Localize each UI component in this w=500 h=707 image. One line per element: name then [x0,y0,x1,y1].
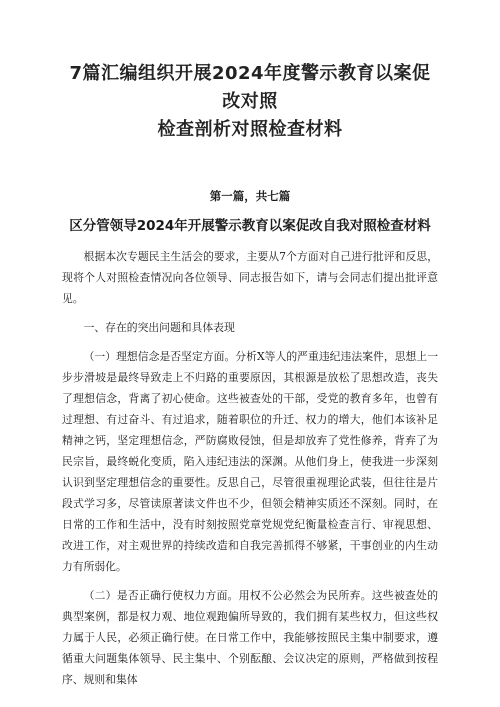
document-title [62,60,438,144]
chapter-label: 第一篇，共七篇 [209,189,291,203]
body-paragraph-1: （一）理想信念是否坚定方面。分析X等人的严重违纪违法案件，思想上一步步滑坡是最终导致走上不归路的重要原因，其根源是放松了思想改造，丧失了理想信念，背离了初心使命。这些被查处的干部，受党的教育多年，也曾有过理想、有过奋斗、有过追求，随着职位的升迁、权力的增大，他们本该补足精神之钙，坚定理想信念，严防腐败侵蚀，但是却放弃了党性修养，背弃了为民宗旨，最终蜕化变质，陷入违纪违法的深渊。从他们身上，使我进一步深刻认识到坚定理想信念的重要性。反思自己，尽管很重视理论武装，但往往是片段式学习多，尽管读原著读文件也不少，但领会精神实质还不深刻。同时，在日常的工作和生活中，没有时刻按照党章党规党纪衡量检查言行、审视思想、改进工作，对主观世界的持续改造和自我完善抓得不够紧，干事创业的内生动力有所弱化。 [62,350,438,573]
title-line-2: 检查剖析对照检查材料 [157,119,343,140]
title-line-1: 7篇汇编组织开展2024年度警示教育以案促改对照 [69,63,431,112]
body-paragraph-2: （二）是否正确行使权力方面。用权不公必然会为民所弃。这些被查处的典型案例，都是权力观、地位观跑偏所导致的，我们拥有某些权力，但这些权力属于人民，必须正确行使。在日常工作中，我能够按照民主集中制要求，遵循重大问题集体领导、民主集中、个别酝酿、会议决定的原则，严格做到按程序、规则和集体 [62,589,438,686]
intro-paragraph: 根据本次专题民主生活会的要求，主要从7个方面对自己进行批评和反思，现将个人对照检查情况向各位领导、同志报告如下，请与会同志们提出批评意见。 [62,250,438,305]
section-title: 区分管领导2024年开展警示教育以案促改自我对照检查材料 [69,218,431,234]
section-heading: 一、存在的突出问题和具体表现 [83,321,235,334]
